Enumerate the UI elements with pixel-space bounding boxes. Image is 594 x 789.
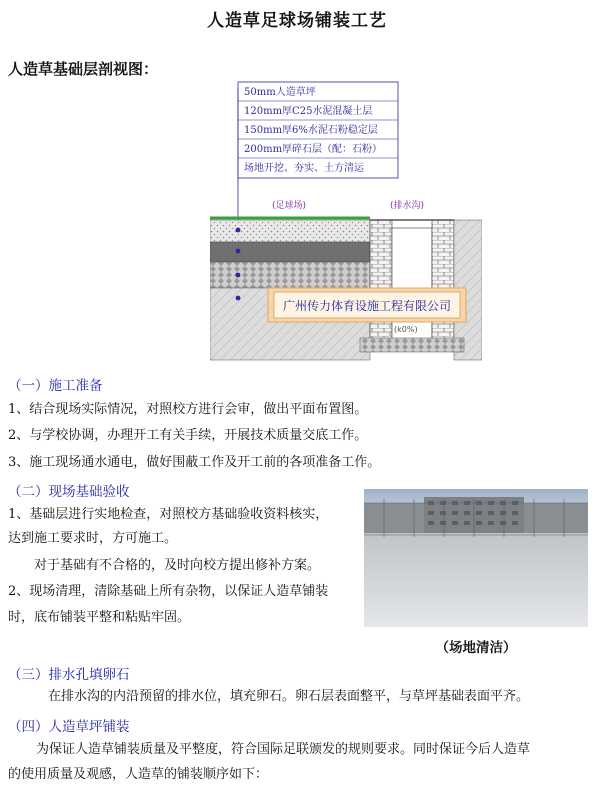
paragraph-s3-1: 在排水沟的内沿预留的排水位，填充卵石。卵石层表面整平，与草坪基础表面平齐。 (48, 689, 530, 704)
section-heading-1: （一）施工准备 (8, 378, 103, 394)
cross-section-heading: 人造草基础层剖视图： (8, 60, 159, 78)
section-heading-3: （三）排水孔填卵石 (8, 667, 130, 683)
layer-label-5: 场地开挖、夯实、土方清运 (244, 163, 364, 174)
paragraph-s4-2: 的使用质量及观感，人造草的铺装顺序如下： (8, 767, 269, 782)
paragraph-s2-2: 对于基础有不合格的，及时向校方提出修补方案。 (34, 558, 321, 573)
layer-label-1: 50mm人造草坪 (244, 87, 316, 98)
section-heading-4: （四）人造草坪铺装 (8, 719, 130, 735)
company-stamp: 广州传力体育设施工程有限公司 (282, 299, 452, 313)
paragraph-s2-3a: 2、现场清理，清除基础上所有杂物，以保证人造草铺装 (8, 584, 329, 599)
layer-label-3: 150mm厚6%水泥石粉稳定层 (244, 125, 378, 136)
paragraph-s2-1b: 达到施工要求时，方可施工。 (8, 531, 178, 546)
cross-section-diagram (210, 80, 482, 362)
photo-caption: （场地清洁） (435, 640, 517, 656)
partial-label: (k0%) (394, 325, 418, 334)
site-cleaning-photo (364, 489, 588, 627)
paragraph-s4-1: 为保证人造草铺装质量及平整度，符合国际足联颁发的规则要求。同时保证今后人造草 (36, 742, 531, 757)
paragraph-s2-3b: 时，底布铺装平整和粘贴牢固。 (8, 610, 191, 625)
layer-label-4: 200mm厚碎石层（配：石粉） (244, 144, 383, 155)
section-heading-2: （二）现场基础验收 (8, 484, 130, 500)
drain-label: (排水沟) (390, 201, 425, 211)
page-title: 人造草足球场铺装工艺 (207, 11, 387, 31)
field-label: (足球场) (272, 201, 307, 211)
layer-label-2: 120mm厚C25水泥混凝土层 (244, 106, 373, 117)
paragraph-s1-3: 3、施工现场通水通电，做好围蔽工作及开工前的各项准备工作。 (8, 455, 381, 470)
paragraph-s2-1a: 1、基础层进行实地检查，对照校方基础验收资料核实， (8, 507, 329, 522)
paragraph-s1-2: 2、与学校协调，办理开工有关手续，开展技术质量交底工作。 (8, 428, 368, 443)
paragraph-s1-1: 1、结合现场实际情况，对照校方进行会审，做出平面布置图。 (8, 402, 368, 417)
